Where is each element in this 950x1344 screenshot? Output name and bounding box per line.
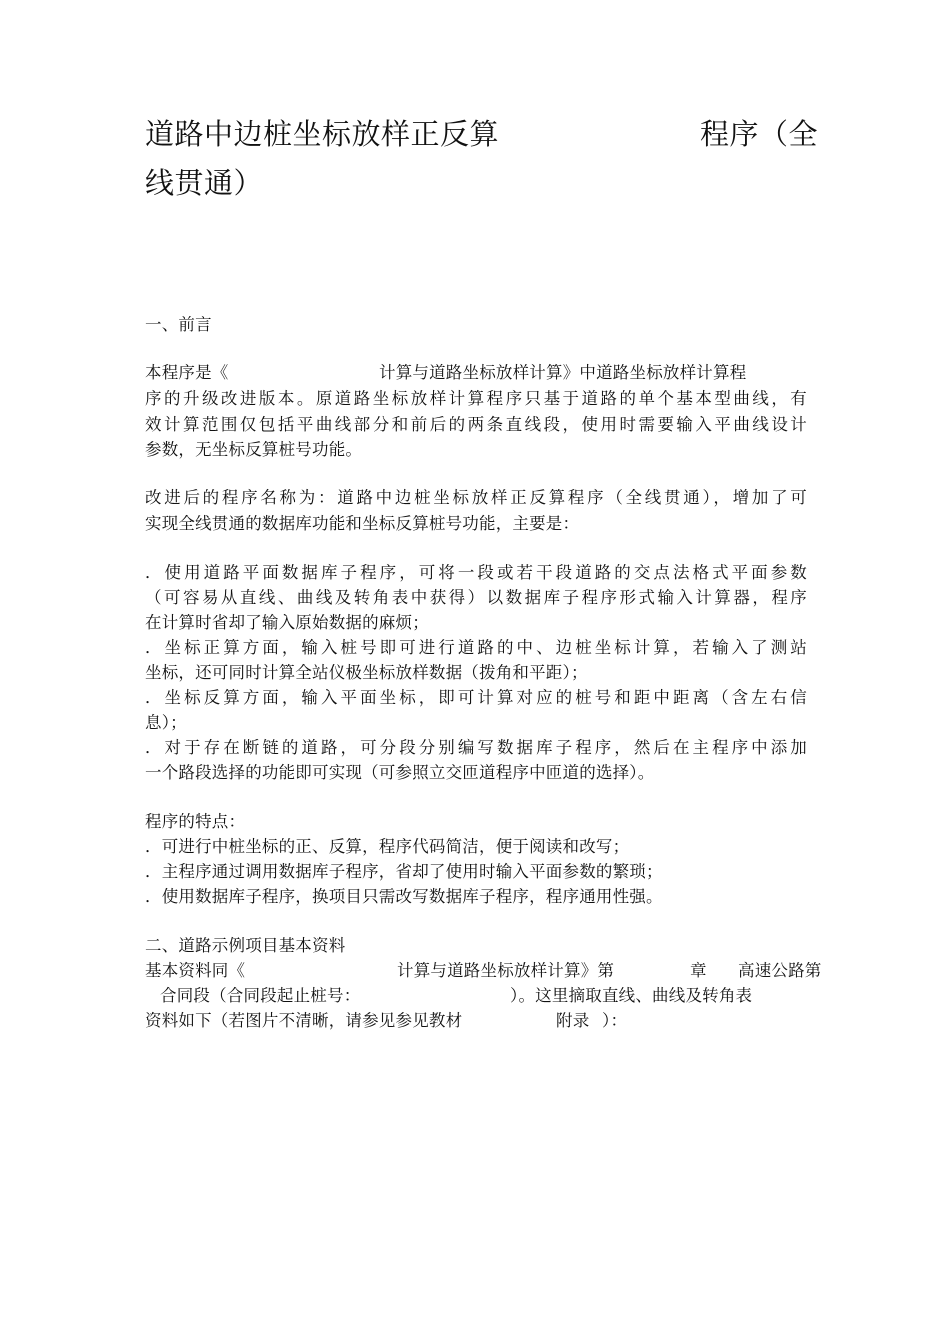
section2-line1-start: 基本资料同《 (145, 961, 246, 980)
para1-line1-end: 计算与道路坐标放样计算》中道路坐标放样计算程 (379, 363, 747, 382)
bullet2-line2: 坐标，还可同时计算全站仪极坐标放样数据（拨角和平距）； (145, 663, 588, 682)
bullet4-line1: ．对于存在断链的道路，可分段分别编写数据库子程序，然后在主程序中添加 (145, 738, 807, 757)
section2-line3-start: 资料如下（若图片不清晰，请参见参见教材 (145, 1011, 463, 1030)
title-line2: 线贯通） (145, 166, 264, 200)
para2-line2: 实现全线贯通的数据库功能和坐标反算桩号功能，主要是： (145, 514, 580, 533)
feature-item-1: ．可进行中桩坐标的正、反算，程序代码简洁，便于阅读和改写； (145, 837, 630, 856)
para2-line1: 改进后的程序名称为：道路中边桩坐标放样正反算程序（全线贯通），增加了可 (145, 488, 807, 507)
bullet3-line2: 息）； (145, 713, 187, 732)
bullet1-line1: ．使用道路平面数据库子程序，可将一段或若干段道路的交点法格式平面参数 (145, 563, 807, 582)
para1-line1-start: 本程序是《 (145, 363, 229, 382)
feature-item-3: ．使用数据库子程序，换项目只需改写数据库子程序，程序通用性强。 (145, 887, 663, 906)
title-part2: 程序（全 (700, 117, 819, 151)
section2-line2-end: ）。这里摘取直线、曲线及转角表 (510, 986, 753, 1005)
feature-item-2: ．主程序通过调用数据库子程序，省却了使用时输入平面参数的繁琐； (145, 862, 663, 881)
section2-line1-mid: 计算与道路坐标放样计算》第 (397, 961, 615, 980)
section2-line1-end: 高速公路第 (738, 961, 822, 980)
para1-line4: 参数，无坐标反算桩号功能。 (145, 440, 363, 459)
features-heading: 程序的特点： (145, 812, 246, 831)
bullet3-line1: ．坐标反算方面，输入平面坐标，即可计算对应的桩号和距中距离（含左右信 (145, 688, 807, 707)
bullet1-line2: （可容易从直线、曲线及转角表中获得）以数据库子程序形式输入计算器，程序 (145, 588, 807, 607)
section2-line2-start: 合同段（合同段起止桩号： (160, 986, 361, 1005)
section2-heading: 二、道路示例项目基本资料 (145, 936, 346, 955)
para1-line2: 序的升级改进版本。原道路坐标放样计算程序只基于道路的单个基本型曲线，有 (145, 389, 807, 408)
bullet2-line1: ．坐标正算方面，输入桩号即可进行道路的中、边桩坐标计算，若输入了测站 (145, 638, 807, 657)
section2-line3-end: ）： (602, 1011, 628, 1030)
bullet4-line2: 一个路段选择的功能即可实现（可参照立交匝道程序中匝道的选择）。 (145, 763, 655, 782)
title-part1: 道路中边桩坐标放样正反算 (145, 117, 500, 151)
bullet1-line3: 在计算时省却了输入原始数据的麻烦； (145, 613, 429, 632)
section2-line1-chapter: 章 (690, 961, 707, 980)
para1-line3: 效计算范围仅包括平曲线部分和前后的两条直线段，使用时需要输入平曲线设计 (145, 415, 807, 434)
section1-heading: 一、前言 (145, 315, 212, 334)
section2-line3-mid: 附录 (556, 1011, 590, 1030)
